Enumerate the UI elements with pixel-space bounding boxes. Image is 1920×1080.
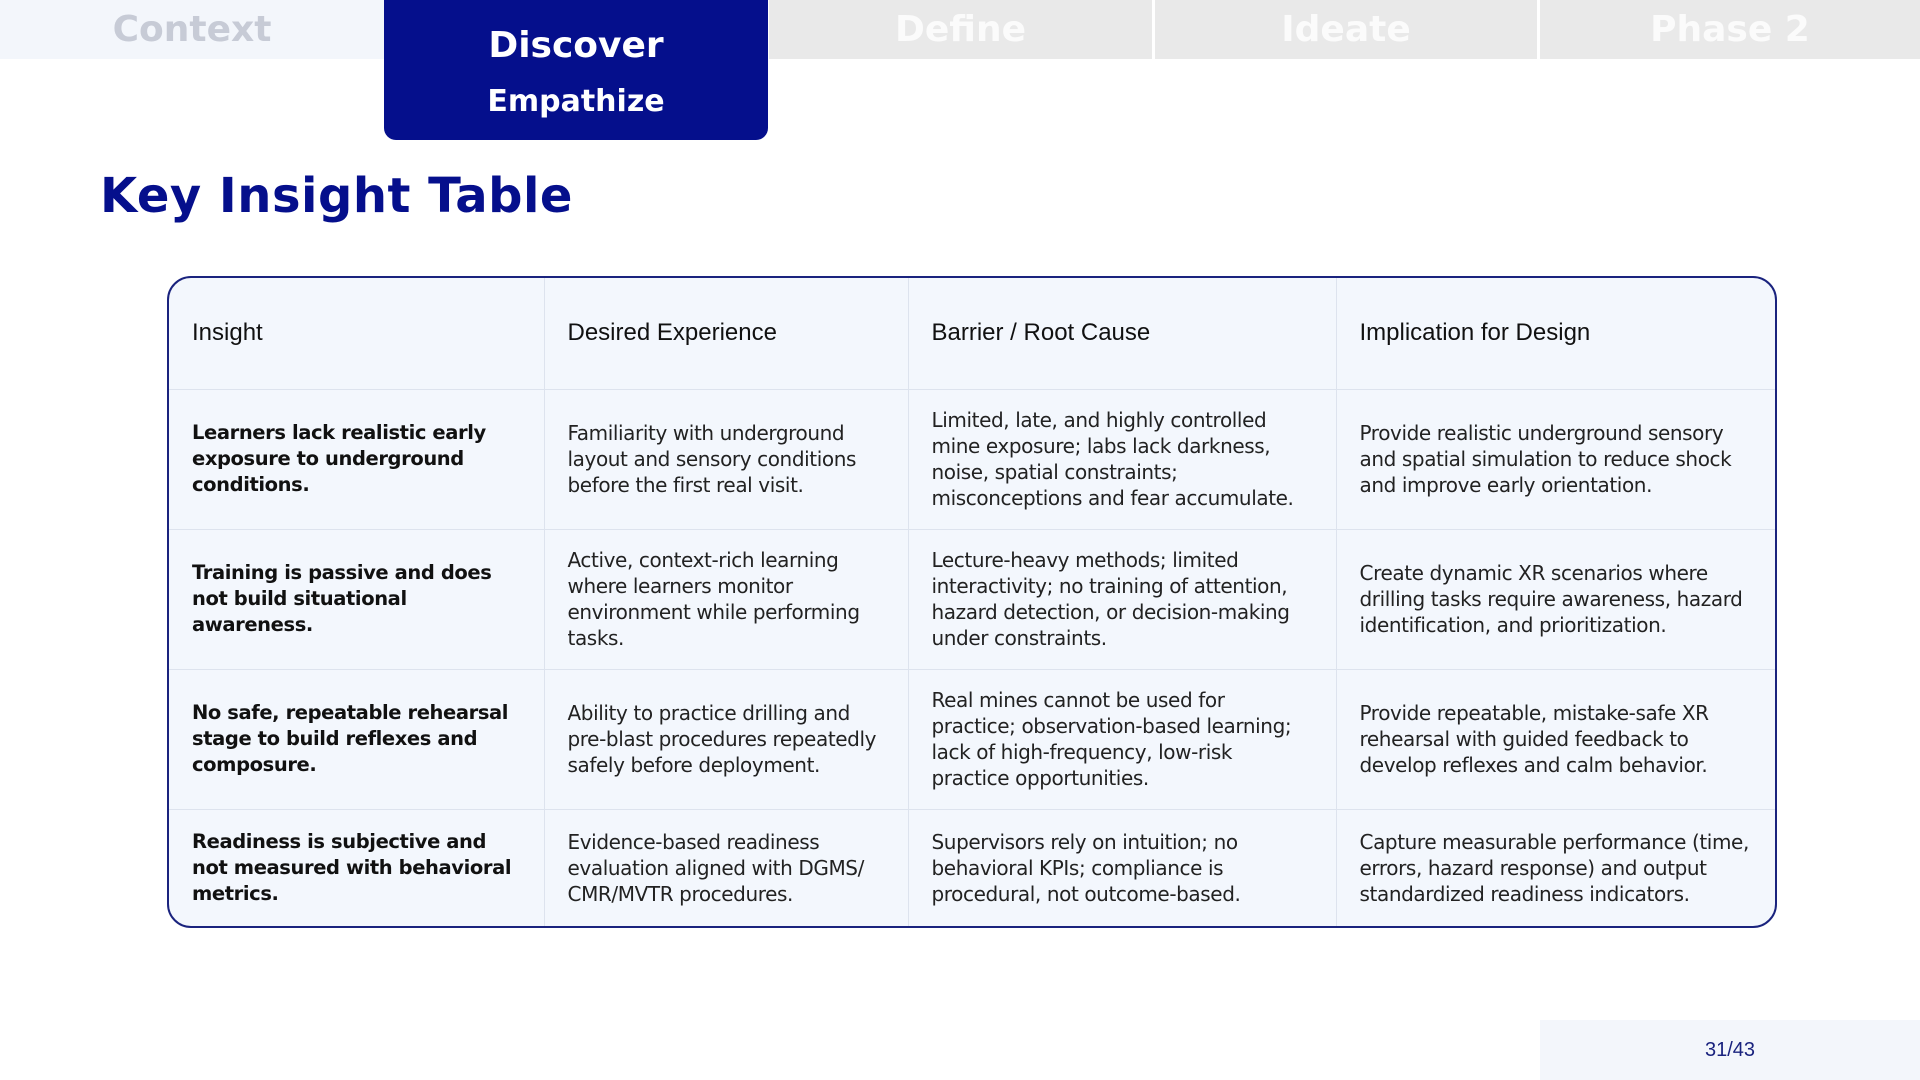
tab-context[interactable] — [0, 0, 384, 59]
table-header-row — [169, 278, 1775, 389]
header-insight: Insight — [169, 278, 544, 389]
cell-insight: Readiness is subjective and not measured with behavioral metrics. — [169, 809, 544, 926]
tab-define[interactable] — [769, 0, 1152, 59]
phase-tabs — [0, 0, 1920, 140]
cell-desired-experience: Ability to practice drilling and pre-blast procedures repeatedly safely before deployment. — [544, 669, 908, 809]
tab-phase-2[interactable] — [1540, 0, 1920, 59]
cell-desired-experience: Evidence-based readiness evaluation aligned with DGMS/ CMR/MVTR procedures. — [544, 809, 908, 926]
page-title: Key Insight Table — [100, 168, 573, 224]
cell-implication: Provide realistic underground sensory and spatial simulation to reduce shock and improve early orientation. — [1336, 389, 1775, 529]
cell-barrier: Supervisors rely on intuition; no behavioral KPIs; compliance is procedural, not outcome-based. — [908, 809, 1336, 926]
insight-table — [167, 276, 1777, 928]
cell-insight: No safe, repeatable rehearsal stage to build reflexes and composure. — [169, 669, 544, 809]
tab-define-label: Define — [894, 9, 1027, 50]
header-implication-for-design: Implication for Design — [1336, 278, 1775, 389]
tab-context-label: Context — [112, 9, 272, 50]
page-number — [1540, 1020, 1920, 1080]
tab-phase-2-label: Phase 2 — [1650, 9, 1810, 50]
tab-discover-sublabel: Empathize — [487, 84, 665, 119]
cell-barrier: Limited, late, and highly controlled mine exposure; labs lack darkness, noise, spatial constraints; misconceptions and fear accumulate. — [908, 389, 1336, 529]
cell-barrier: Real mines cannot be used for practice; observation-based learning; lack of high-frequency, low-risk practice opportunities. — [908, 669, 1336, 809]
cell-insight: Training is passive and does not build situational awareness. — [169, 529, 544, 669]
cell-implication: Capture measurable performance (time, errors, hazard response) and output standardized readiness indicators. — [1359, 829, 1749, 906]
table-row — [169, 809, 1775, 926]
page-number-label: 31/43 — [1704, 1038, 1756, 1061]
cell-implication: Create dynamic XR scenarios where drilling tasks require awareness, hazard identification, and prioritization. — [1336, 529, 1775, 669]
cell-barrier: Lecture-heavy methods; limited interactivity; no training of attention, hazard detection, or decision-making under constraints. — [908, 529, 1336, 669]
tab-ideate[interactable] — [1155, 0, 1537, 59]
header-desired-experience: Desired Experience — [544, 278, 908, 389]
tab-discover[interactable] — [384, 0, 768, 140]
cell-implication: Provide repeatable, mistake-safe XR rehearsal with guided feedback to develop reflexes and calm behavior. — [1336, 669, 1775, 809]
cell-desired-experience: Familiarity with underground layout and sensory conditions before the first real visit. — [544, 389, 908, 529]
tab-discover-label: Discover — [488, 25, 664, 66]
table-row — [169, 669, 1775, 809]
cell-desired-experience: Active, context-rich learning where learners monitor environment while performing tasks. — [544, 529, 908, 669]
table-row — [169, 389, 1775, 529]
header-barrier-root-cause: Barrier / Root Cause — [908, 278, 1336, 389]
table-row — [169, 529, 1775, 669]
cell-insight: Learners lack realistic early exposure to underground conditions. — [169, 389, 544, 529]
tab-ideate-label: Ideate — [1281, 9, 1411, 50]
